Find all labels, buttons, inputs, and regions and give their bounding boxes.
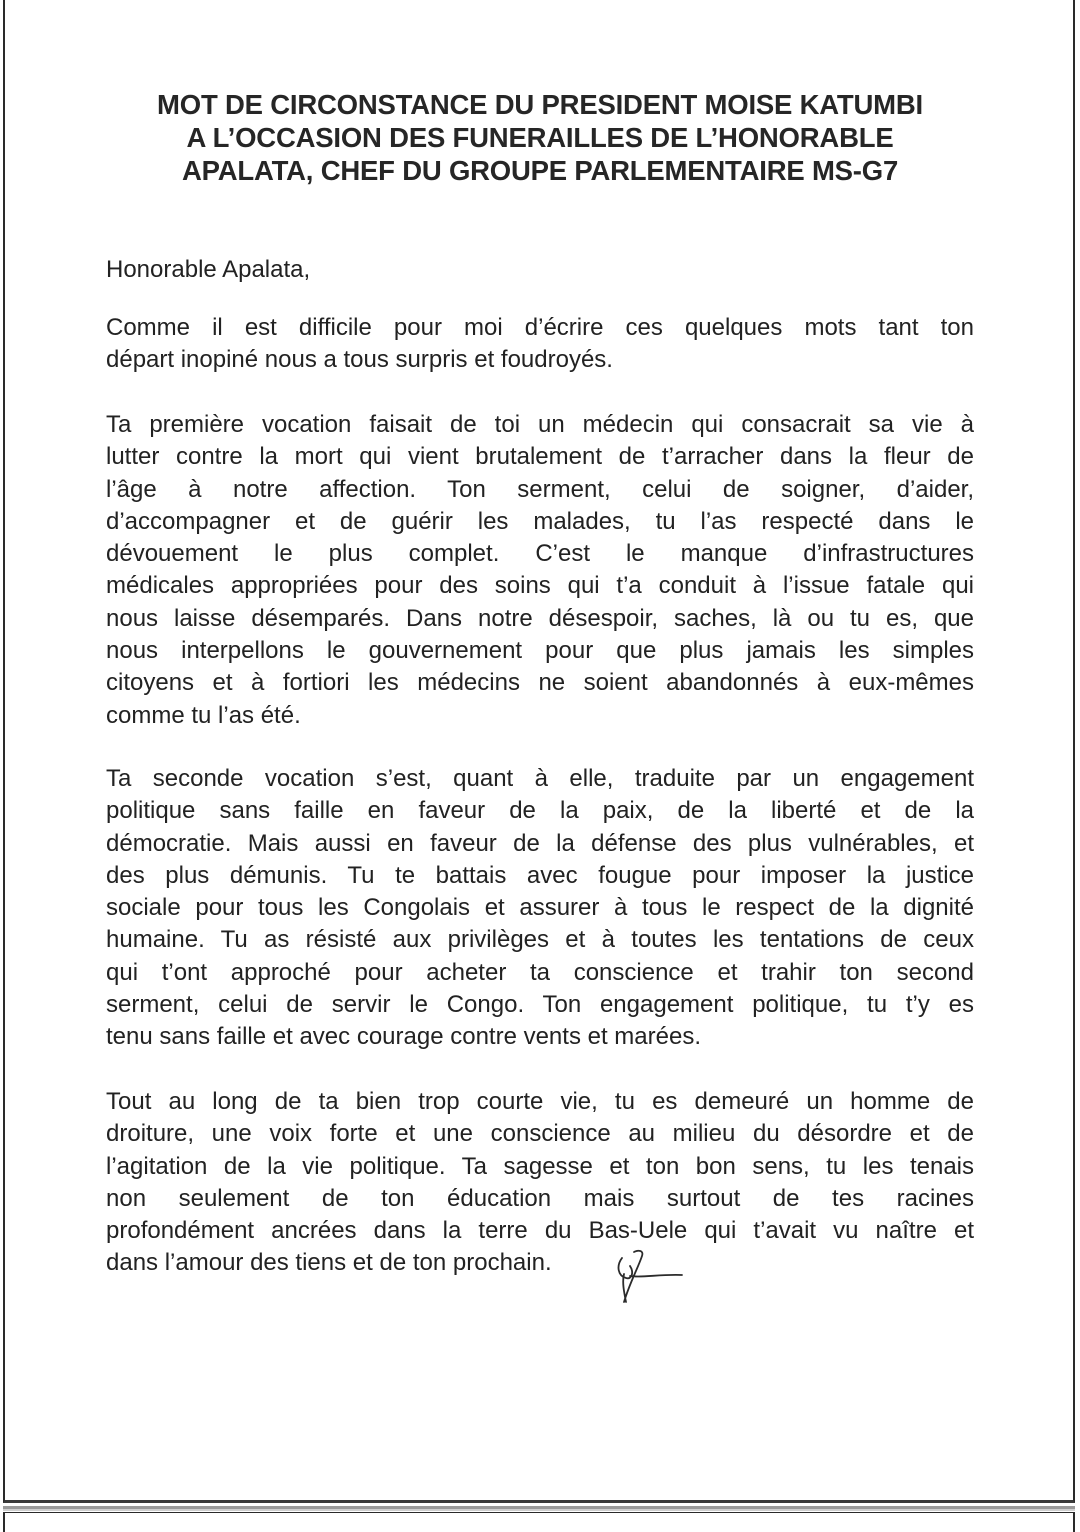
title-line: MOT DE CIRCONSTANCE DU PRESIDENT MOISE KATUMBI (157, 89, 923, 120)
text-line: dans l’amour des tiens et de ton prochain. (106, 1249, 552, 1277)
signature-initials-icon (612, 1248, 684, 1304)
text-line: démocratie. Mais aussi en faveur de la défense des plus vulnérables, et (106, 829, 974, 857)
page-edge-shadow (3, 1509, 1075, 1511)
text-line: lutter contre la mort qui vient brutalement de t’arracher dans la fleur de (106, 443, 974, 471)
text-line: citoyens et à fortiori les médecins ne soient abandonnés à eux-mêmes (106, 669, 974, 697)
text-line: serment, celui de servir le Congo. Ton engagement politique, tu t’y es (106, 991, 974, 1019)
next-page-edge (3, 1512, 1075, 1532)
text-line: tenu sans faille et avec courage contre vents et marées. (106, 1023, 701, 1051)
text-line: Comme il est difficile pour moi d’écrire ces quelques mots tant ton (106, 314, 974, 341)
text-line: médicales appropriées pour des soins qui t’a conduit à l’issue fatale qui (106, 572, 974, 600)
text-line: départ inopiné nous a tous surpris et foudroyés. (106, 346, 613, 374)
text-line: d’accompagner et de guérir les malades, tu l’as respecté dans le (106, 507, 974, 535)
text-line: l’agitation de la vie politique. Ta sagesse et ton bon sens, tu les tenais (106, 1152, 974, 1180)
paragraph-1 (106, 312, 974, 377)
text-line: nous laisse désemparés. Dans notre désespoir, saches, là ou tu es, que (106, 604, 974, 632)
text-line: droiture, une voix forte et une conscience au milieu du désordre et de (106, 1120, 974, 1148)
text-line: politique sans faille en faveur de la paix, de la liberté et de la (106, 797, 974, 825)
title-line: APALATA, CHEF DU GROUPE PARLEMENTAIRE MS-G7 (181, 155, 899, 186)
title-line: A L’OCCASION DES FUNERAILLES DE L’HONORABLE (186, 122, 894, 153)
text-line: Ta première vocation faisait de toi un médecin qui consacrait sa vie à (106, 411, 974, 438)
document-title (90, 88, 990, 187)
text-line: l’âge à notre affection. Ton serment, celui de soigner, d’aider, (106, 475, 974, 503)
salutation: Honorable Apalata, (106, 256, 311, 283)
paragraph-2 (106, 409, 974, 732)
paragraph-3 (106, 763, 974, 1054)
text-line: Ta seconde vocation s’est, quant à elle, traduite par un engagement (106, 765, 974, 792)
text-line: qui t’ont approché pour acheter ta conscience et trahir ton second (106, 958, 974, 986)
text-line: Tout au long de ta bien trop courte vie, tu es demeuré un homme de (106, 1088, 974, 1115)
text-line: nous interpellons le gouvernement pour que plus jamais les simples (106, 637, 974, 665)
text-line: profondément ancrées dans la terre du Bas-Uele qui t’avait vu naître et (106, 1217, 974, 1245)
text-line: des plus démunis. Tu te battais avec fougue pour imposer la justice (106, 861, 974, 889)
text-line: non seulement de ton éducation mais surtout de tes racines (106, 1184, 974, 1212)
text-line: dévouement le plus complet. C’est le manque d’infrastructures (106, 540, 974, 568)
text-line: humaine. Tu as résisté aux privilèges et à toutes les tentations de ceux (106, 926, 974, 954)
text-line: comme tu l’as été. (106, 701, 301, 729)
paragraph-4 (106, 1086, 974, 1280)
text-line: sociale pour tous les Congolais et assurer à tous le respect de la dignité (106, 894, 974, 922)
